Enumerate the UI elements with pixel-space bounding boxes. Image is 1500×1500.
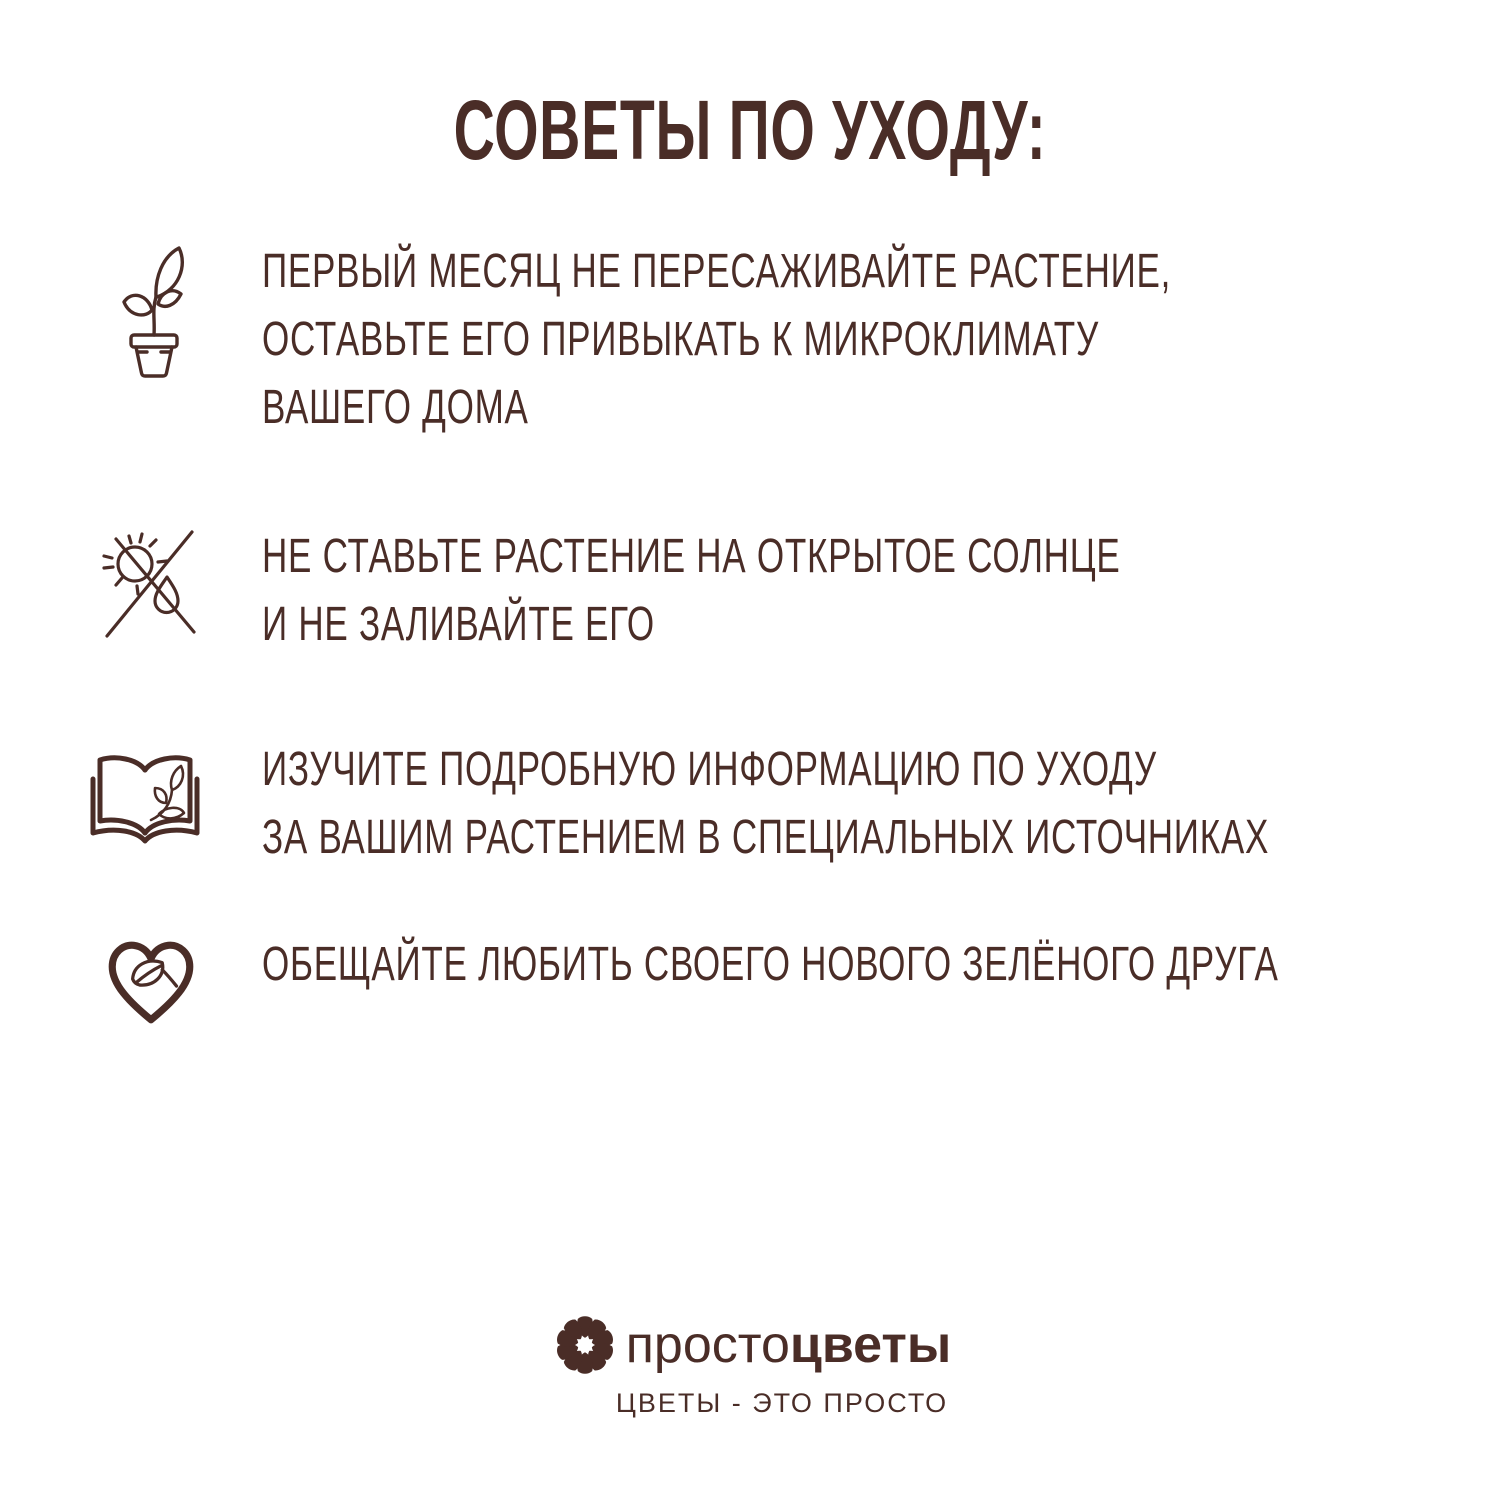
potted-plant-icon [104,240,204,385]
heart-with-leaf-icon [100,931,202,1033]
page-title: СОВЕТЫ ПО УХОДУ: [453,83,1047,177]
tip-text-line: ВАШЕГО ДОМА [262,381,529,434]
tip-text [262,238,1171,442]
brand-logo-row [0,1308,1500,1382]
tip-text [262,736,1269,872]
tip-text [262,523,1120,659]
tip-text-line: ИЗУЧИТЕ ПОДРОБНУЮ ИНФОРМАЦИЮ ПО УХОДУ [262,743,1157,796]
tip-text-line: И НЕ ЗАЛИВАЙТЕ ЕГО [262,598,655,651]
brand-name-first: просто [625,1316,790,1374]
open-book-with-sprig-icon [85,748,205,853]
tip-text-line: ОБЕЩАЙТЕ ЛЮБИТЬ СВОЕГО НОВОГО ЗЕЛЁНОГО ДРУГА [262,938,1279,991]
brand-tagline: ЦВЕТЫ - ЭТО ПРОСТО [615,1388,949,1418]
brand-name-second: цветы [789,1316,952,1374]
tip-text-line: НЕ СТАВЬТЕ РАСТЕНИЕ НА ОТКРЫТОЕ СОЛНЦЕ [262,530,1121,583]
tip-text-line: ЗА ВАШИМ РАСТЕНИЕМ В СПЕЦИАЛЬНЫХ ИСТОЧНИКАХ [262,811,1270,864]
flower-logo-icon [549,1309,621,1381]
tip-text-line: ПЕРВЫЙ МЕСЯЦ НЕ ПЕРЕСАЖИВАЙТЕ РАСТЕНИЕ, [262,245,1172,298]
tip-text-line: ОСТАВЬТЕ ЕГО ПРИВЫКАТЬ К МИКРОКЛИМАТУ [262,313,1099,366]
brand-footer [0,1308,1500,1419]
tip-text [262,931,1279,999]
brand-name [626,1308,952,1382]
no-direct-sun-no-overwater-icon [95,515,205,647]
